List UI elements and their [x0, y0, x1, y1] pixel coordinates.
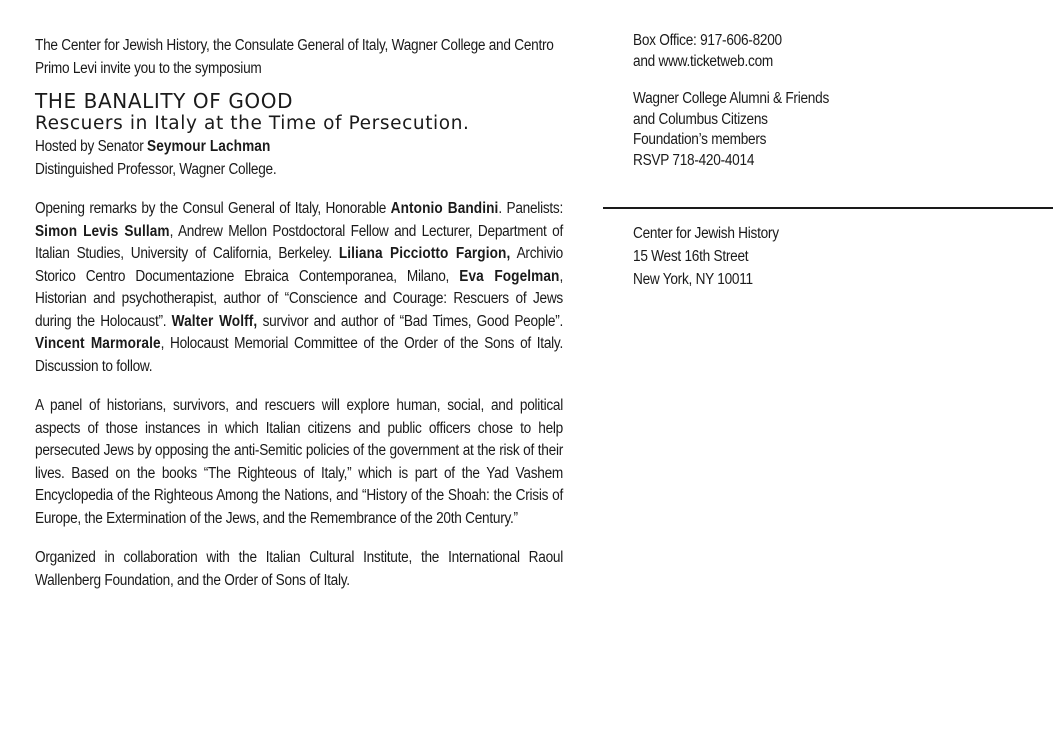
venue-city: New York, NY 10011 [633, 271, 753, 288]
panelist-name: Walter Wolff, [171, 312, 258, 330]
intro-text: The Center for Jewish History, the Consulate General of Italy, Wagner College and Centro Primo Levi invite you to the symposium [35, 37, 554, 77]
event-title: THE BANALITY OF GOOD [35, 89, 294, 113]
panel-description: A panel of historians, survivors, and rescuers will explore human, social, and political aspects of those instances in which Italian citizens and public officers chose to help persecuted Jews by opposing the anti-Semitic policies of the government at the risk of their lives. Based on the books “The Righteous of Italy,” which is part of the Yad Vashem Encyclopedia of the Righteous Among the Nations, and “History of the Shoah: the Crisis of Europe, the Extermination of the Jews, and the Remembrance of the 20th Century.” [35, 397, 563, 527]
organized-by: Organized in collaboration with the Italian Cultural Institute, the International Raoul Wallenberg Foundation, and the Order of Sons of Italy. [35, 549, 563, 589]
event-subtitle: Rescuers in Italy at the Time of Persecution. [35, 113, 470, 134]
rsvp-phone: RSVP 718-420-4014 [633, 151, 755, 169]
panelist-name: Simon Levis Sullam [35, 222, 170, 240]
box-office-web: and www.ticketweb.com [633, 52, 774, 70]
host-line [35, 136, 563, 159]
host-role: Distinguished Professor, Wagner College. [35, 160, 277, 178]
panelist-name: Liliana Picciotto Fargion, [338, 245, 511, 262]
rsvp-line: Wagner College Alumni & Friends [633, 90, 830, 107]
rsvp-info [633, 89, 985, 171]
venue-street: 15 West 16th Street [633, 248, 749, 265]
rsvp-line: and Columbus Citizens [633, 110, 768, 128]
host-prefix: Hosted by Senator [35, 138, 148, 155]
host-name: Seymour Lachman [147, 138, 271, 155]
panelist-name: Vincent Marmorale [35, 335, 161, 352]
box-office-phone: Box Office: 917-606-8200 [633, 32, 782, 49]
consul-name: Antonio Bandini [390, 200, 499, 217]
divider-rule [603, 207, 1053, 209]
venue-address [633, 222, 779, 291]
contact-info [633, 31, 1053, 171]
box-office [633, 31, 985, 72]
event-details [35, 35, 563, 592]
opening-remarks: Opening remarks by the Consul General of Italy, Honorable Antonio Bandini. Panelists: Simon Levis Sullam, Andrew Mellon Postdoctoral Fellow and Lecturer, Department of Italian Studies, University of California, Berkeley. Liliana Picciotto Fargion, Archivio Storico Centro Documentazione Ebraica Contemporanea, Milano, Eva Fogelman, Historian and psychotherapist, author of “Conscience and Courage: Rescuers of Jews during the Holocaust”. Walter Wolff, survivor and author of “Bad Times, Good People”. Vincent Marmorale, Holocaust Memorial Committee of the Order of the Sons of Italy. Discussion to follow. [35, 200, 564, 375]
venue-name: Center for Jewish History [633, 225, 779, 242]
panelist-name: Eva Fogelman [459, 267, 560, 285]
rsvp-line: Foundation’s members [633, 131, 767, 148]
